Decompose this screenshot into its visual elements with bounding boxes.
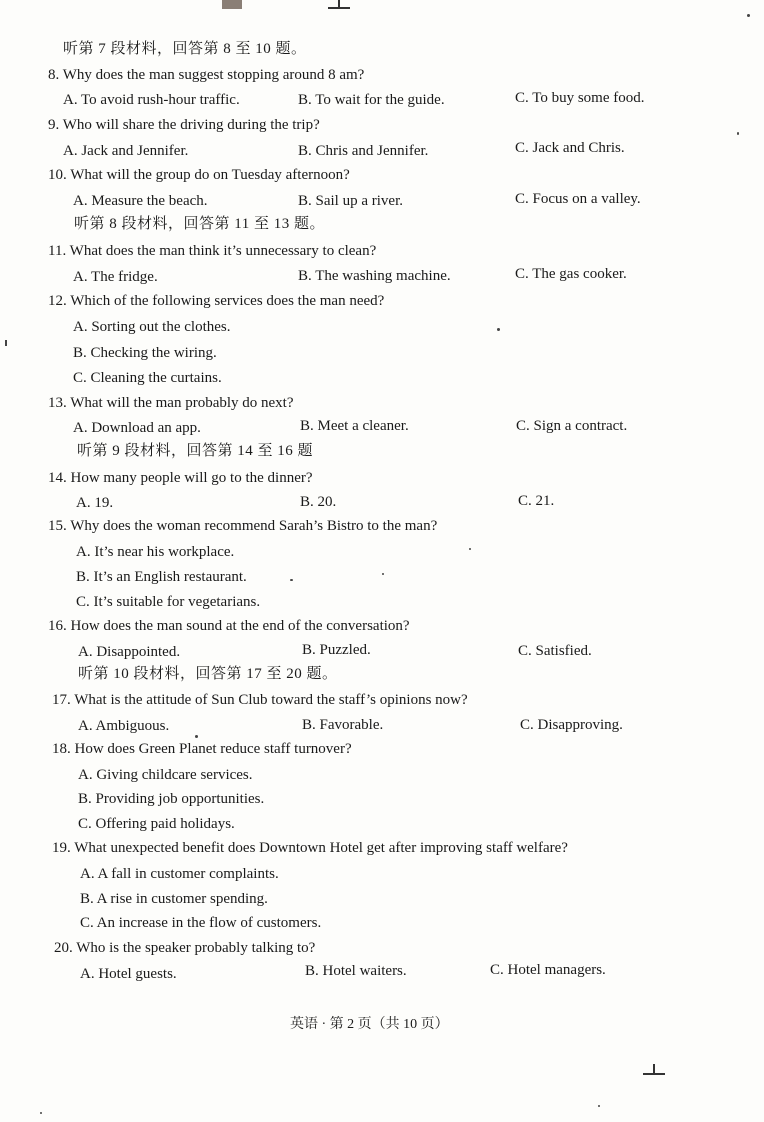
option-a: A. Download an app. [73,420,201,436]
question-stem: 18. How does Green Planet reduce staff turnover? [52,741,352,757]
option-b: B. Sail up a river. [298,193,403,209]
option-b: B. Puzzled. [302,642,371,658]
scan-speck [469,548,471,550]
question-stem: 20. Who is the speaker probably talking to? [54,940,316,956]
option-c: C. To buy some food. [515,90,645,106]
option-c: C. Jack and Chris. [515,140,625,156]
option-b: B. To wait for the guide. [298,92,445,108]
scan-speck [598,1105,600,1107]
question-stem: 17. What is the attitude of Sun Club toward the staff’s opinions now? [52,692,468,708]
option-b: B. The washing machine. [298,268,451,284]
option-c: C. Sign a contract. [516,418,628,434]
option-b: B. Hotel waiters. [305,963,407,979]
option-b: B. Meet a cleaner. [300,418,409,434]
option-a: A. 19. [76,495,114,511]
section-heading: 听第 9 段材料，回答第 14 至 16 题 [77,443,314,459]
option-a: A. It’s near his workplace. [76,544,235,560]
option-a: A. Giving childcare services. [78,767,253,783]
scan-speck [737,132,739,135]
question-stem: 13. What will the man probably do next? [48,395,294,411]
question-stem: 14. How many people will go to the dinner? [48,470,313,486]
scan-speck [290,579,293,581]
page-footer: 英语 · 第 2 页（共 10 页） [290,1017,449,1032]
scan-speck [40,1112,42,1114]
option-c: C. Offering paid holidays. [78,816,235,832]
option-b: B. A rise in customer spending. [80,891,268,907]
option-b: B. Providing job opportunities. [78,791,265,807]
section-heading: 听第 7 段材料，回答第 8 至 10 题。 [63,41,307,57]
scan-speck [195,735,198,738]
option-a: A. The fridge. [73,269,158,285]
option-c: C. Cleaning the curtains. [73,370,222,386]
option-c: C. An increase in the flow of customers. [80,915,322,931]
option-b: B. Favorable. [302,717,384,733]
option-a: A. Disappointed. [78,644,181,660]
question-stem: 10. What will the group do on Tuesday afternoon? [48,167,350,183]
option-c: C. It’s suitable for vegetarians. [76,594,261,610]
option-a: A. Jack and Jennifer. [63,143,189,159]
section-heading: 听第 10 段材料，回答第 17 至 20 题。 [78,666,338,682]
question-stem: 15. Why does the woman recommend Sarah’s Bistro to the man? [48,518,438,534]
question-stem: 9. Who will share the driving during the trip? [48,117,320,133]
question-stem: 19. What unexpected benefit does Downtown Hotel get after improving staff welfare? [52,840,568,856]
question-stem: 8. Why does the man suggest stopping around 8 am? [48,67,365,83]
option-b: B. Checking the wiring. [73,345,217,361]
scan-speck [382,573,384,575]
option-c: C. Hotel managers. [490,962,606,978]
section-heading: 听第 8 段材料，回答第 11 至 13 题。 [74,216,325,232]
option-a: A. Hotel guests. [80,966,177,982]
scan-smudge [222,0,242,9]
option-a: A. Sorting out the clothes. [73,319,231,335]
option-a: A. To avoid rush-hour traffic. [63,92,240,108]
scan-speck [747,14,750,17]
option-c: C. Disapproving. [520,717,623,733]
option-b: B. 20. [300,494,337,510]
scan-speck [497,328,500,331]
question-stem: 11. What does the man think it’s unnecessary to clean? [48,243,377,259]
option-c: C. The gas cooker. [515,266,627,282]
option-c: C. Focus on a valley. [515,191,641,207]
option-c: C. Satisfied. [518,643,592,659]
option-b: B. It’s an English restaurant. [76,569,247,585]
option-b: B. Chris and Jennifer. [298,143,429,159]
question-stem: 16. How does the man sound at the end of the conversation? [48,618,410,634]
option-c: C. 21. [518,493,555,509]
question-stem: 12. Which of the following services does the man need? [48,293,385,309]
option-a: A. Ambiguous. [78,718,170,734]
option-a: A. A fall in customer complaints. [80,866,279,882]
scan-speck [5,340,7,346]
option-a: A. Measure the beach. [73,193,208,209]
